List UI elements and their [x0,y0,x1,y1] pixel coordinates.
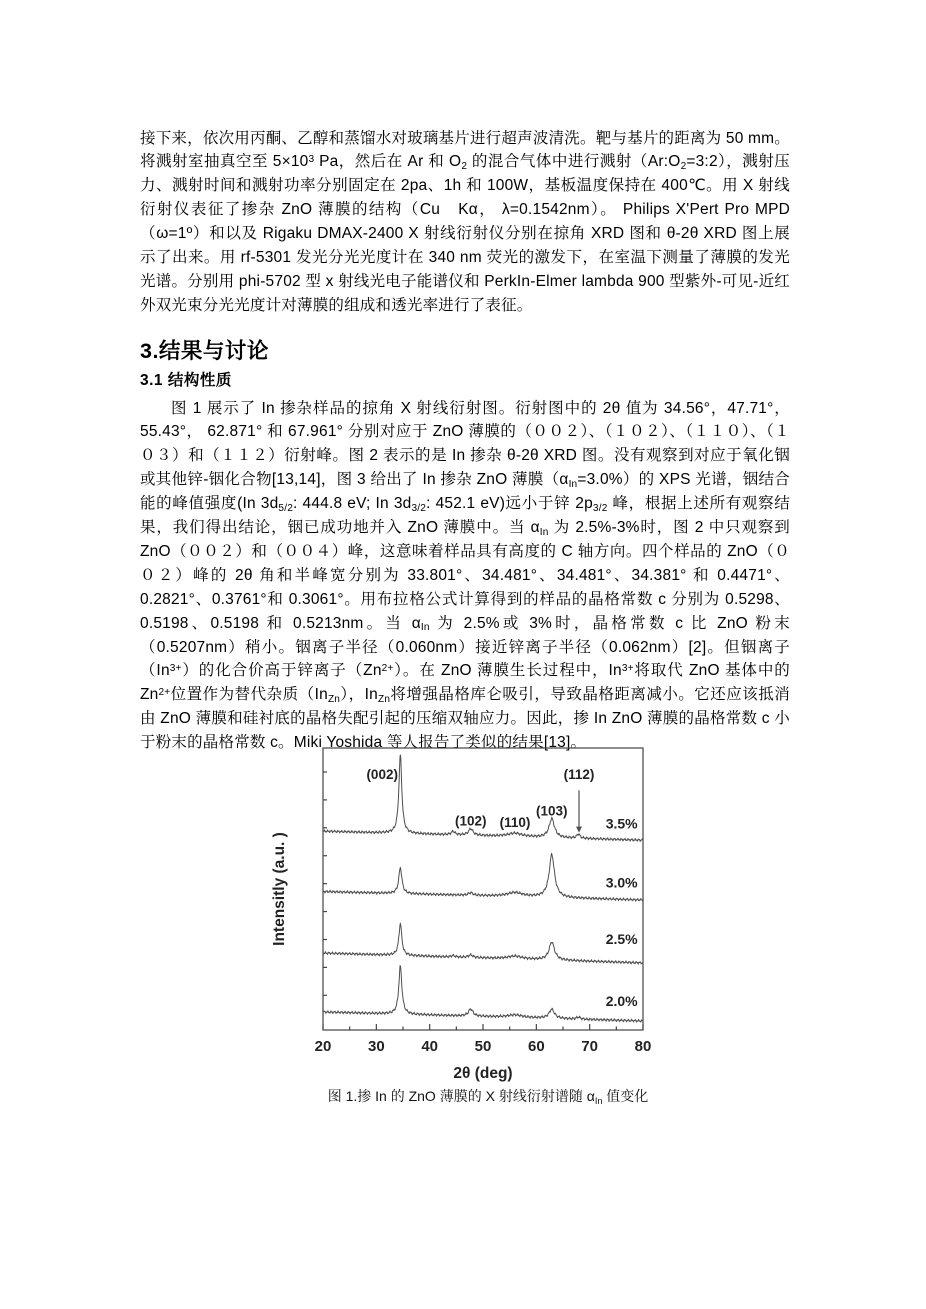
svg-text:70: 70 [581,1038,599,1055]
svg-text:(103): (103) [536,803,568,819]
figure-caption: 图 1.掺 In 的 ZnO 薄膜的 X 射线衍射谱随 $\alpha_{In}$ 值变化 [327,1088,649,1106]
subsection-heading: 3.1 结构性质 [140,371,232,389]
xrd-chart [268,738,708,1090]
svg-text:Intensitly (a.u. ): Intensitly (a.u. ) [271,832,288,946]
svg-text:50: 50 [474,1038,492,1055]
svg-text:(102): (102) [454,813,487,829]
svg-text:2.0%: 2.0% [605,993,638,1010]
results-paragraph: 图 1 展示了 In 掺杂样品的掠角 X 射线衍射图。衍射图中的 2θ 值为 34.56°，47.71°，55.43°， 62.871° 和 67.961° 分别对应于 ZnO 薄膜的（００２）、（１０２）、（１１０）、（１０３）和（１１２）衍射峰。图 2 表示的是 In 掺杂 θ-2θ XRD 图。没有观察到对应于氧化铟或其他锌-铟化合物[13,14]，图 3 给出了 In 掺杂 ZnO 薄膜$(\alpha_{In}=3.0\%)$的 XPS 光谱，铟结合能的峰值强度(In $3d_{5/2}$: 444.8 eV; In $3d_{3/2}$: 452.1 eV)远小于锌 $2p_{3/2}$ 峰，根据上述所有观察结果，我们得出结论，铟已成功地并入 ZnO 薄膜中。当 $\alpha_{In}$ 为 2.5%-3%时，图 2 中只观察到 ZnO（００２）和（００４）峰，这意味着样品具有高度的 C 轴方向。四个样品的 ZnO（００２）峰的 2θ 角和半峰宽分别为 33.801°、34.481°、34.481°、34.381° 和 0.4471°、0.2821°、0.3761°和 0.3061°。用布拉格公式计算得到的样品的晶格常数 c 分别为 0.5298、0.5198、0.5198 和 0.5213nm。当 $\alpha_{In}$ 为 2.5%或 3%时，晶格常数 c 比 ZnO 粉末（0.5207nm）稍小。铟离子半径（0.060nm）接近锌离子半径（0.062nm）[2]。但铟离子$(In^{3+})$的化合价高于锌离子$(Zn^{2+})$。在 ZnO 薄膜生长过程中，$In^{3+}$将取代 ZnO 基体中的 $Zn^{2+}$位置作为替代杂质$(In_{Zn})$，$In_{Zn}$将增强晶格库仑吸引，导致晶格距离减小。它还应该抵消由 ZnO 薄膜和硅衬底的晶格失配引起的压缩双轴应力。因此，掺 In ZnO 薄膜的晶格常数 c 小于粉末的晶格常数 c。Miki Yoshida 等人报告了类似的结果[13]。 [140,399,791,752]
svg-text:60: 60 [527,1038,545,1055]
svg-text:40: 40 [421,1038,439,1055]
svg-text:20: 20 [314,1038,332,1055]
svg-text:30: 30 [367,1038,385,1055]
svg-text:2.5%: 2.5% [605,930,638,947]
section-heading: 3.结果与讨论 [140,338,269,363]
svg-text:3.0%: 3.0% [605,874,638,891]
svg-text:(112): (112) [563,767,595,783]
svg-text:80: 80 [634,1038,652,1055]
svg-text:3.5%: 3.5% [605,815,638,832]
svg-text:2θ (deg): 2θ (deg) [453,1065,513,1082]
intro-paragraph: 接下来，依次用丙酮、乙醇和蒸馏水对玻璃基片进行超声波清洗。靶与基片的距离为 50 mm。将溅射室抽真空至 $5\times 10^3$ Pa，然后在 Ar 和 $O_2$ 的混合气体中进行溅射$(Ar:O_2=3:2)$，溅射压力、溅射时间和溅射功率分别固定在 2pa、1h 和 100W，基板温度保持在 400℃。用 X 射线衍射仪表征了掺杂 ZnO 薄膜的结构（Cu Kα， λ=0.1542nm）。 Philips X'Pert Pro MPD（ω=1º）和以及 Rigaku DMAX-2400 X 射线衍射仪分别在掠角 XRD 图和 θ-2θ XRD 图上展示了出来。用 rf-5301 发光分光光度计在 340 nm 荧光的激发下，在室温下测量了薄膜的发光光谱。分别用 phi-5702 型 x 射线光电子能谱仪和 PerkIn-Elmer lambda 900 型紫外-可见-近红外双光束分光光度计对薄膜的组成和透光率进行了表征。 [140,129,790,314]
svg-text:(002): (002) [366,767,398,783]
svg-text:(110): (110) [499,814,531,830]
